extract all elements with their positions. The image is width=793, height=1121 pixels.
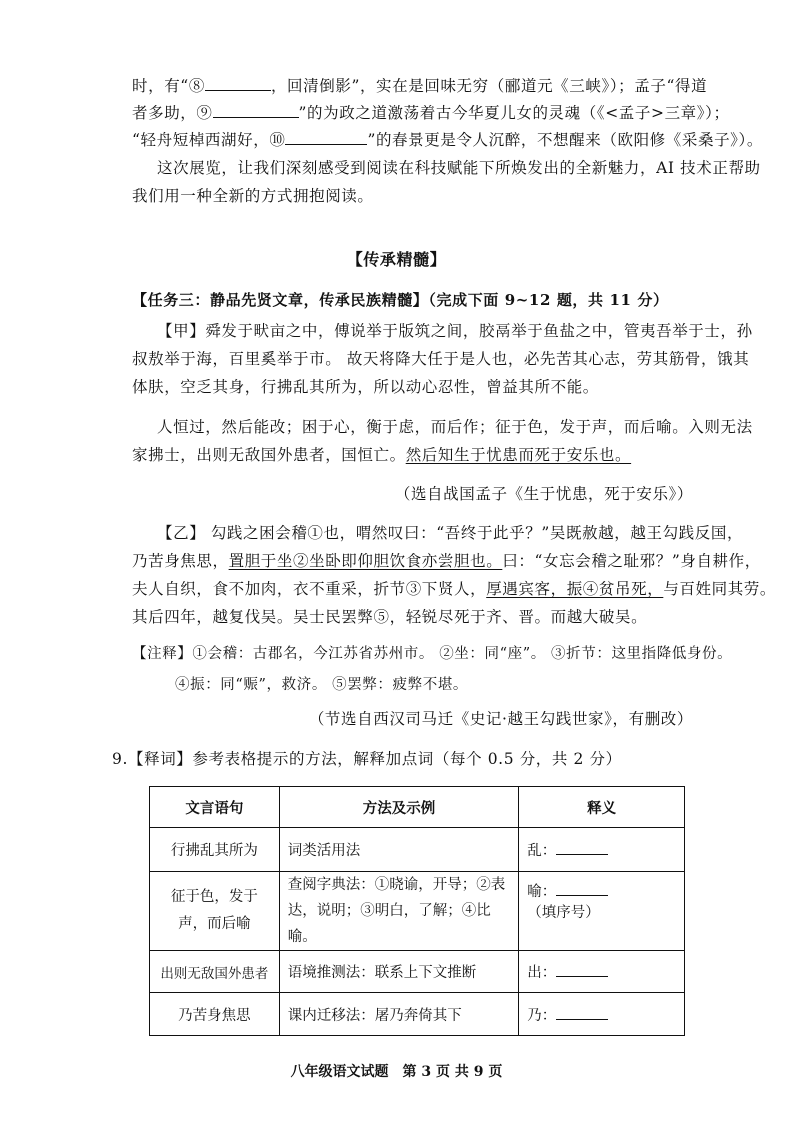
jia-line-5 bbox=[132, 444, 631, 466]
meaning-label: 乱： bbox=[527, 843, 557, 859]
meaning-cell[interactable] bbox=[519, 872, 685, 951]
jia-source: （选自战国孟子《生于忧患，死于安乐》） bbox=[394, 485, 693, 503]
text: ”的春景更是令人沉醉，不想醒来（欧阳修《采桑子》）。 bbox=[367, 131, 763, 149]
underlined-sentence: 置胆于坐②坐卧即仰胆饮食亦尝胆也。 bbox=[228, 552, 503, 570]
text: 曰：“女忘会稽之耻邪？”身自耕作， bbox=[502, 552, 761, 570]
jia-line-3: 体肤，空乏其身，行拂乱其所为，所以动心忍性，曾益其所不能。 bbox=[132, 378, 599, 396]
task-heading: 【任务三：静品先贤文章，传承民族精髓】（完成下面 9~12 题，共 11 分） bbox=[132, 291, 669, 309]
table-header: 方法及示例 bbox=[279, 787, 518, 828]
yi-line-1: 【乙】 勾践之困会稽①也，喟然叹曰：“吾终于此乎？”吴既赦越，越王勾践反国， bbox=[157, 524, 744, 542]
yi-note-2: ④振：同“赈”，救济。 ⑤罢弊：疲弊不堪。 bbox=[175, 677, 469, 693]
method-cell: 课内迁移法：屠乃奔倚其下 bbox=[279, 993, 518, 1036]
text: 者多助，⑨ bbox=[132, 104, 213, 122]
fill-hint: （填序号） bbox=[527, 905, 600, 921]
intro-line-1 bbox=[132, 75, 707, 97]
blank-9[interactable] bbox=[213, 103, 299, 118]
meaning-cell[interactable] bbox=[519, 951, 685, 993]
text: 乃苦身焦思， bbox=[132, 552, 229, 570]
intro-line-2 bbox=[132, 102, 730, 124]
table-row bbox=[150, 872, 685, 951]
text: 夫人自织，食不加肉，衣不重采，折节③下贤人， bbox=[132, 580, 487, 598]
meaning-cell[interactable] bbox=[519, 828, 685, 872]
table-header: 释义 bbox=[519, 787, 685, 828]
text: 时，有“⑧ bbox=[132, 77, 205, 95]
text: “轻舟短棹西湖好，⑩ bbox=[132, 131, 286, 149]
yi-line-3 bbox=[132, 578, 776, 600]
vocab-table bbox=[149, 786, 685, 1036]
jia-line-4: 人恒过，然后能改；困于心，衡于虑，而后作；征于色，发于声，而后喻。入则无法 bbox=[157, 418, 753, 436]
yi-line-4: 其后四年，越复伐吴。吴士民罢弊⑤，轻锐尽死于齐、晋。而越大破吴。 bbox=[132, 608, 648, 626]
jia-line-2: 叔敖举于海，百里奚举于市。 故天将降大任于是人也，必先苦其心志，劳其筋骨，饿其 bbox=[132, 350, 750, 368]
table-header: 文言语句 bbox=[150, 787, 280, 828]
method-cell: 语境推测法：联系上下文推断 bbox=[279, 951, 518, 993]
sentence-cell: 出则无敌国外患者 bbox=[150, 951, 280, 993]
blank-10[interactable] bbox=[285, 130, 367, 145]
answer-blank[interactable] bbox=[556, 883, 608, 896]
method-cell: 词类活用法 bbox=[279, 828, 518, 872]
table-header-row bbox=[150, 787, 685, 828]
table-row bbox=[150, 951, 685, 993]
blank-8[interactable] bbox=[205, 76, 271, 91]
underlined-sentence: 厚遇宾客，振④贫吊死， bbox=[486, 580, 664, 598]
table-row bbox=[150, 828, 685, 872]
jia-line-1: 【甲】舜发于畎亩之中，傅说举于版筑之间，胶鬲举于鱼盐之中，管夷吾举于士，孙 bbox=[157, 322, 753, 340]
text: 家拂士，出则无敌国外患者，国恒亡。 bbox=[132, 446, 406, 464]
table-row bbox=[150, 993, 685, 1036]
page-footer: 八年级语文试题 第 3 页 共 9 页 bbox=[290, 1064, 503, 1080]
answer-blank[interactable] bbox=[556, 964, 608, 977]
method-cell: 查阅字典法：①晓谕，开导；②表达，说明；③明白，了解；④比喻。 bbox=[279, 872, 518, 951]
text: ，回清倒影”，实在是回味无穷（郦道元《三峡》）；孟子“得道 bbox=[270, 77, 708, 95]
yi-line-2 bbox=[132, 550, 761, 572]
answer-blank[interactable] bbox=[556, 842, 608, 855]
question-9: 9.【释词】参考表格提示的方法，解释加点词（每个 0.5 分，共 2 分） bbox=[112, 750, 622, 768]
text: ”的为政之道激荡着古今华夏儿女的灵魂（《<孟子>三章》）； bbox=[298, 104, 730, 122]
meaning-cell[interactable] bbox=[519, 993, 685, 1036]
section-title: 【传承精髓】 bbox=[346, 250, 447, 269]
intro-line-4: 这次展览，让我们深刻感受到阅读在科技赋能下所焕发出的全新魅力，AI 技术正帮助 bbox=[157, 159, 761, 177]
sentence-cell: 行拂乱其所为 bbox=[150, 828, 280, 872]
meaning-label: 出： bbox=[527, 965, 557, 981]
underlined-sentence: 然后知生于忧患而死于安乐也。 bbox=[405, 446, 632, 464]
intro-line-3 bbox=[132, 129, 763, 151]
text: 与百姓同其劳。 bbox=[663, 580, 777, 598]
sentence-cell: 乃苦身焦思 bbox=[150, 993, 280, 1036]
yi-note-1: 【注释】①会稽：古郡名，今江苏省苏州市。 ②坐：同“座”。 ③折节：这里指降低身份。 bbox=[132, 646, 733, 662]
yi-source: （节选自西汉司马迁《史记·越王勾践世家》，有删改） bbox=[308, 710, 693, 728]
meaning-label: 乃： bbox=[527, 1007, 557, 1024]
answer-blank[interactable] bbox=[556, 1007, 608, 1020]
meaning-label: 喻： bbox=[527, 884, 557, 900]
intro-line-5: 我们用一种全新的方式拥抱阅读。 bbox=[132, 187, 374, 205]
sentence-cell: 征于色，发于声，而后喻 bbox=[150, 872, 280, 951]
